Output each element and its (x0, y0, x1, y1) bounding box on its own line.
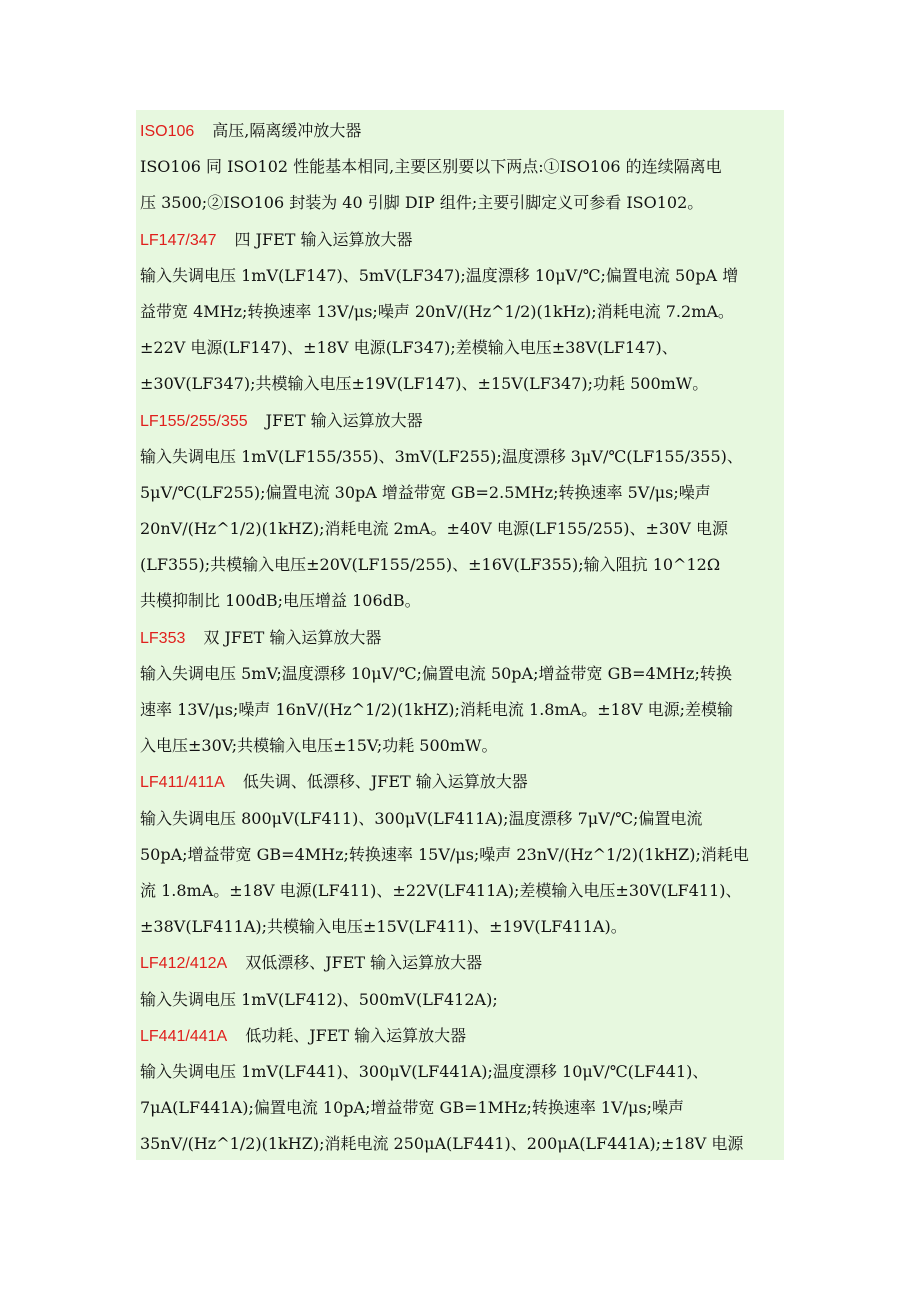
model-number: LF147/347 (140, 231, 217, 249)
section-title: 高压,隔离缓冲放大器 (212, 121, 362, 140)
section-heading-lf155 (140, 403, 784, 439)
section-title: 低功耗、JFET 输入运算放大器 (245, 1025, 467, 1045)
body-line: 35nV/(Hz^1/2)(1kHZ);消耗电流 250μA(LF441)、200μA(LF441A);±18V 电源 (140, 1134, 744, 1154)
section-title: 双 JFET 输入运算放大器 (203, 627, 382, 647)
body-line: ±38V(LF411A);共模输入电压±15V(LF411)、±19V(LF411A)。 (140, 917, 627, 937)
section-title: 低失调、低漂移、JFET 输入运算放大器 (242, 772, 528, 792)
body-line: 20nV/(Hz^1/2)(1kHZ);消耗电流 2mA。±40V 电源(LF155/255)、±30V 电源 (140, 519, 728, 539)
body-line: 输入失调电压 1mV(LF412)、500mV(LF412A); (140, 989, 498, 1009)
section-heading-iso106 (140, 113, 784, 149)
document-text (136, 110, 784, 1160)
section-heading-lf353 (140, 620, 784, 656)
body-line: (LF355);共模输入电压±20V(LF155/255)、±16V(LF355);输入阻抗 10^12Ω (140, 555, 721, 575)
body-line: 输入失调电压 1mV(LF155/355)、3mV(LF255);温度漂移 3μV/℃(LF155/355)、 (140, 446, 743, 466)
model-number: ISO106 (140, 123, 195, 140)
model-number: LF441/441A (140, 1027, 228, 1045)
section-title: 四 JFET 输入运算放大器 (234, 229, 413, 249)
section-title: JFET 输入运算放大器 (265, 410, 423, 430)
body-line: ISO106 同 ISO102 性能基本相同,主要区别要以下两点:①ISO106 的连续隔离电 (140, 157, 722, 177)
body-line: 输入失调电压 5mV;温度漂移 10μV/℃;偏置电流 50pA;增益带宽 GB=4MHz;转换 (140, 663, 732, 683)
body-line: 入电压±30V;共模输入电压±15V;功耗 500mW。 (140, 736, 498, 756)
body-line: 益带宽 4MHz;转换速率 13V/μs;噪声 20nV/(Hz^1/2)(1kHz);消耗电流 7.2mA。 (140, 301, 734, 321)
body-line: ±22V 电源(LF147)、±18V 电源(LF347);差模输入电压±38V(LF147)、 (140, 338, 678, 358)
body-line: 速率 13V/μs;噪声 16nV/(Hz^1/2)(1kHZ);消耗电流 1.8mA。±18V 电源;差模输 (140, 700, 733, 719)
body-line: ±30V(LF347);共模输入电压±19V(LF147)、±15V(LF347);功耗 500mW。 (140, 374, 709, 394)
body-line: 输入失调电压 1mV(LF147)、5mV(LF347);温度漂移 10μV/℃;偏置电流 50pA 增 (140, 265, 739, 285)
body-line: 流 1.8mA。±18V 电源(LF411)、±22V(LF411A);差模输入电压±30V(LF411)、 (140, 880, 742, 900)
body-line: 7μA(LF441A);偏置电流 10pA;增益带宽 GB=1MHz;转换速率 1V/μs;噪声 (140, 1098, 685, 1118)
body-line: 输入失调电压 800μV(LF411)、300μV(LF411A);温度漂移 7μV/℃;偏置电流 (140, 808, 703, 828)
body-line: 共模抑制比 100dB;电压增益 106dB。 (140, 591, 421, 611)
model-number: LF411/411A (140, 774, 225, 792)
section-heading-lf441 (140, 1018, 784, 1054)
section-heading-lf411 (140, 764, 784, 800)
section-heading-lf412 (140, 945, 784, 981)
section-heading-lf147 (140, 222, 784, 258)
model-number: LF412/412A (140, 955, 228, 973)
body-line: 50pA;增益带宽 GB=4MHz;转换速率 15V/μs;噪声 23nV/(Hz^1/2)(1kHZ);消耗电 (140, 844, 749, 864)
section-title: 双低漂移、JFET 输入运算放大器 (245, 953, 483, 973)
model-number: LF155/255/355 (140, 412, 248, 430)
document-body (136, 110, 784, 1160)
body-line: 压 3500;②ISO106 封装为 40 引脚 DIP 组件;主要引脚定义可参看 ISO102。 (140, 193, 704, 213)
body-line: 输入失调电压 1mV(LF441)、300μV(LF441A);温度漂移 10μV/℃(LF441)、 (140, 1061, 709, 1081)
model-number: LF353 (140, 629, 186, 647)
body-line: 5μV/℃(LF255);偏置电流 30pA 增益带宽 GB=2.5MHz;转换速率 5V/μs;噪声 (140, 482, 711, 502)
